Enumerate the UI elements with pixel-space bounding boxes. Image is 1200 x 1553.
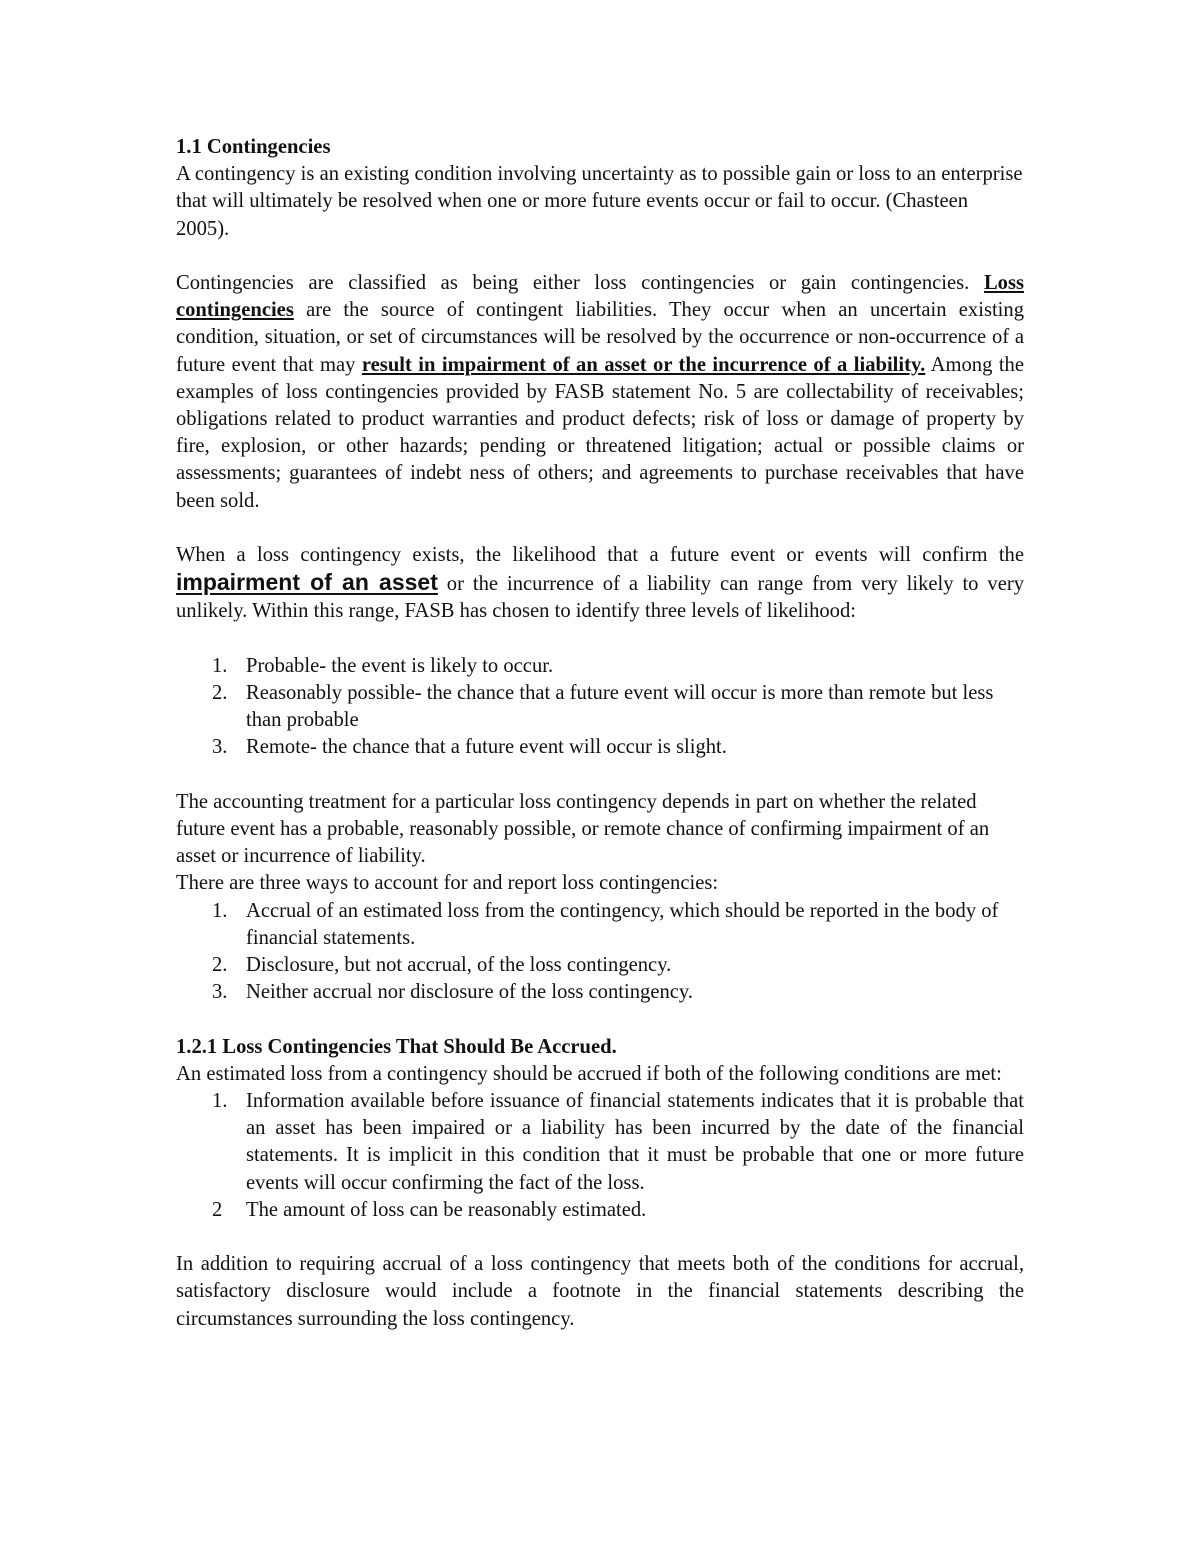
classification-mid: are the source of contingent liabilities. They occur when an uncertain existing condition, situation, or set of circumstances will be resolved by the occurrence or non-occurrence of a future event that may	[176, 299, 1024, 376]
paragraph-disclosure: In addition to requiring accrual of a loss contingency that meets both of the conditions for accrual, satisfactory disclosure would include a footnote in the financial statements describing the circumstances surrounding the loss contingency.	[176, 1253, 1024, 1330]
paragraph-classification	[176, 270, 1024, 515]
paragraph-accounting-treatment: The accounting treatment for a particular loss contingency depends in part on whether the related future event has a probable, reasonably possible, or remote chance of confirming impairment of an asset or incurrence of liability.	[176, 790, 990, 868]
section-heading-accrued: 1.2.1 Loss Contingencies That Should Be Accrued.	[176, 1035, 617, 1058]
list-item	[176, 898, 1024, 952]
contingency-definition: A contingency is an existing condition involving uncertainty as to possible gain or loss to an enterprise that will ultimately be resolved when one or more future events occur or fail to occur. (Chasteen 2005).	[176, 163, 1023, 240]
list-text: Disclosure, but not accrual, of the loss contingency.	[246, 954, 672, 977]
list-text: Probable- the event is likely to occur.	[246, 654, 554, 677]
list-text: The amount of loss can be reasonably estimated.	[246, 1198, 647, 1221]
list-item	[176, 734, 1024, 761]
list-number: 1.	[212, 899, 228, 922]
report-ways-list	[176, 898, 1024, 1007]
impairment-of-asset-emphasis: impairment of an asset	[176, 569, 438, 596]
list-number: 2.	[212, 682, 228, 705]
list-item	[176, 1088, 1024, 1197]
paragraph-gap	[176, 762, 1024, 789]
section-heading-contingencies: 1.1 Contingencies	[176, 136, 331, 158]
list-item	[176, 952, 1024, 979]
loss-contingencies-term: Loss contingencies	[176, 272, 1024, 322]
list-number: 2.	[212, 954, 228, 977]
document-page	[176, 134, 1024, 1333]
list-text: Remote- the chance that a future event will occur is slight.	[246, 736, 727, 759]
list-number: 2	[212, 1198, 223, 1221]
classification-lead: Contingencies are classified as being either loss contingencies or gain contingencies.	[176, 272, 984, 294]
list-number: 3.	[212, 736, 228, 759]
list-item	[176, 1197, 1024, 1224]
paragraph-gap	[176, 515, 1024, 542]
list-item	[176, 653, 1024, 680]
list-number: 1.	[212, 654, 228, 677]
paragraph-gap	[176, 243, 1024, 270]
paragraph-gap	[176, 626, 1024, 653]
list-number: 3.	[212, 981, 228, 1004]
accrual-conditions-list	[176, 1088, 1024, 1224]
paragraph-gap	[176, 1224, 1024, 1251]
list-text: Accrual of an estimated loss from the contingency, which should be reported in the body of financial statements.	[246, 899, 999, 949]
likelihood-tail: or the incurrence of a liability can range from very likely to very unlikely. Within this range, FASB has chosen to identify three levels of likelihood:	[176, 573, 1024, 623]
impairment-emphasis: result in impairment of an asset or the incurrence of a liability.	[361, 353, 926, 376]
list-item	[176, 680, 1024, 734]
accrual-intro: An estimated loss from a contingency should be accrued if both of the following conditions are met:	[176, 1062, 1002, 1085]
list-item	[176, 979, 1024, 1006]
likelihood-lead: When a loss contingency exists, the likelihood that a future event or events will confirm the	[176, 544, 1024, 567]
classification-tail: Among the examples of loss contingencies provided by FASB statement No. 5 are collectability of receivables; obligations related to product warranties and product defects; risk of loss or damage of property by fire, explosion, or other hazards; pending or threatened litigation; actual or possible claims or assessments; guarantees of indebt ness of others; and agreements to purchase receivables that have been sold.	[176, 353, 1024, 512]
paragraph-likelihood	[176, 542, 1024, 626]
list-text: Information available before issuance of financial statements indicates that it is probable that an asset has been impaired or a liability has been incurred by the date of the financial statements. It is implicit in this condition that it must be probable that one or more future events will occur confirming the fact of the loss.	[246, 1090, 1024, 1194]
list-text: Neither accrual nor disclosure of the loss contingency.	[246, 981, 693, 1004]
report-ways-intro: There are three ways to account for and report loss contingencies:	[176, 872, 719, 895]
list-number: 1.	[212, 1090, 228, 1113]
likelihood-levels-list	[176, 653, 1024, 762]
paragraph-gap	[176, 1006, 1024, 1033]
list-text: Reasonably possible- the chance that a future event will occur is more than remote but less than probable	[246, 682, 994, 732]
